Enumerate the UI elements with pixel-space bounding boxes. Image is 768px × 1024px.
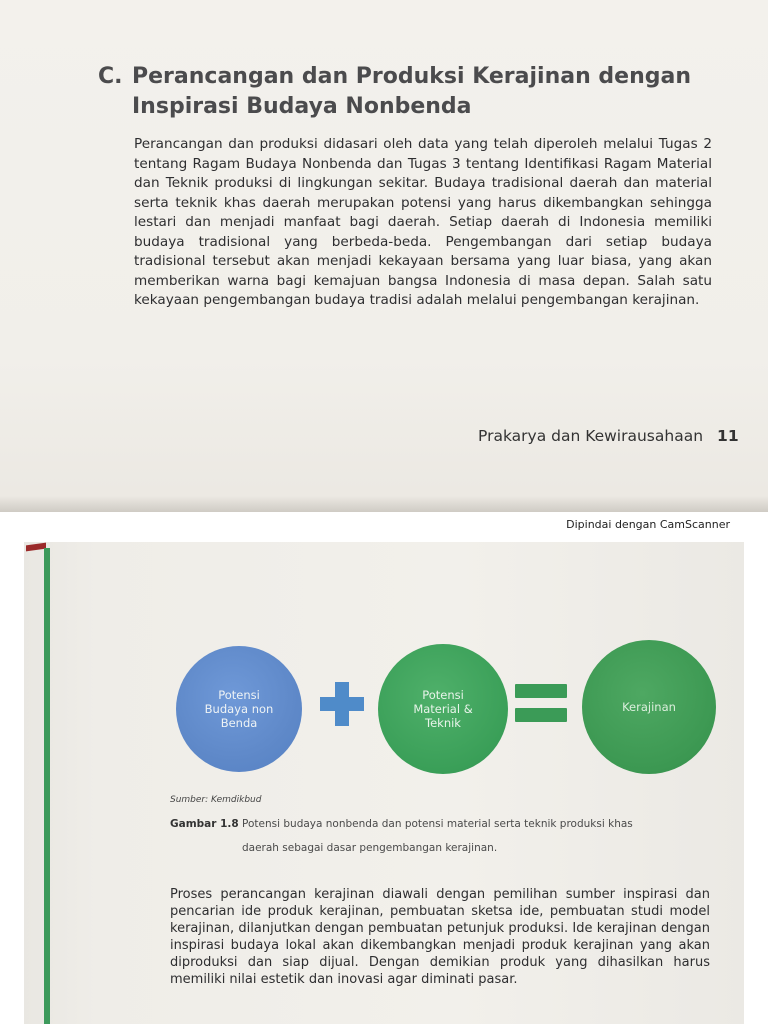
paragraph: Perancangan dan produksi didasari oleh data yang telah diperoleh melalui Tugas 2 tentang Ragam Budaya Nonbenda dan Tugas 3 tentang Identifikasi Ragam Material dan Teknik produksi di lingkungan sekitar. Budaya tradisional daerah dan material serta teknik khas daerah merupakan potensi yang harus dikembangkan sehingga lestari dan menjadi manfaat bagi daerah. Setiap daerah di Indonesia memiliki budaya tradisional yang berbeda-beda. Pengembangan dari setiap budaya tradisional tersebut akan menjadi kekayaan bersama yang luar biasa, yang akan memberikan warna bagi kemajuan bangsa Indonesia di masa depan. Salah satu kekayaan pengembangan budaya tradisi adalah melalui pengembangan kerajinan. <box>134 136 712 308</box>
caption-line1: Potensi budaya nonbenda dan potensi material serta teknik produksi khas <box>242 818 633 830</box>
scanner-bar <box>0 512 768 542</box>
page-shadow <box>0 496 768 512</box>
circle-budaya-nonbenda <box>176 646 302 772</box>
footer-book-title: Prakarya dan Kewirausahaan <box>478 427 704 445</box>
caption-label: Gambar 1.8 <box>170 818 239 830</box>
circle-label: Kerajinan <box>622 700 676 714</box>
green-margin-stripe <box>44 548 50 1024</box>
paragraph: Proses perancangan kerajinan diawali dengan pemilihan sumber inspirasi dan pencarian ide produk kerajinan, pembuatan sketsa ide, pembuatan studi model kerajinan, dilanjutkan dengan pembuatan petunjuk produksi. Ide kerajinan dengan inspirasi budaya lokal akan dikembangkan menjadi produk kerajinan yang akan diproduksi dan siap dijual. Dengan demikian produk yang dihasilkan harus memiliki nilai estetik dan inovasi agar diminati pasar. <box>170 887 710 987</box>
equals-icon <box>515 684 567 724</box>
figure-diagram <box>170 640 710 780</box>
section-letter: C. <box>98 64 123 89</box>
figure-caption <box>170 812 690 860</box>
plus-icon <box>320 682 364 726</box>
caption-line2: daerah sebagai dasar pengembangan kerajinan. <box>242 842 498 854</box>
scan-margin-right <box>744 542 768 1024</box>
circle-label: Potensi Budaya non Benda <box>204 688 274 730</box>
page-number: 11 <box>717 427 739 445</box>
circle-material-teknik <box>378 644 508 774</box>
scanner-watermark: Dipindai dengan CamScanner <box>566 518 730 531</box>
figure-source: Sumber: Kemdikbud <box>170 795 262 805</box>
section-title-line2: Inspirasi Budaya Nonbenda <box>132 94 472 119</box>
scan-margin-left <box>0 542 24 1024</box>
section-title-line1: Perancangan dan Produksi Kerajinan dengan <box>132 64 691 89</box>
page-footer <box>478 427 738 445</box>
section-heading <box>98 62 738 122</box>
body-text-top <box>134 135 712 311</box>
body-text-bottom <box>170 886 710 988</box>
circle-kerajinan <box>582 640 716 774</box>
circle-label: Potensi Material & Teknik <box>413 688 473 730</box>
